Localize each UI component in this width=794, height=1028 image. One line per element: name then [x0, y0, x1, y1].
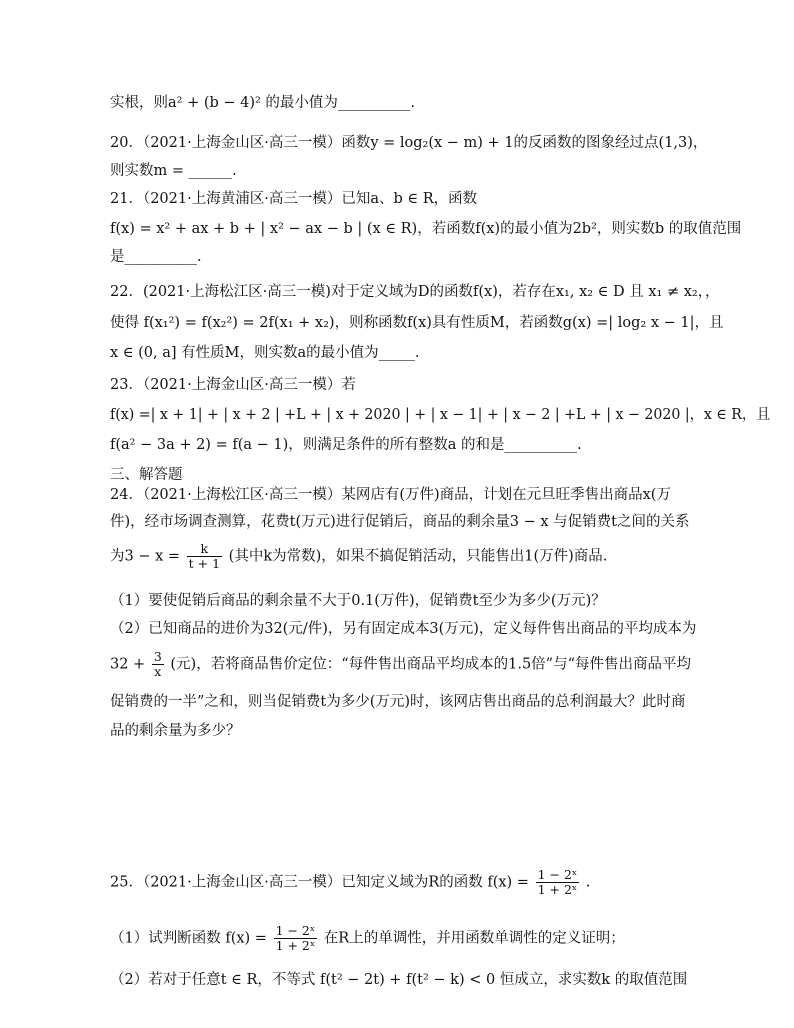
q25-fraction-denominator: 1 + 2ˣ [537, 881, 578, 897]
q24-part-2-fraction [152, 650, 164, 679]
section-heading: 三、解答题 [110, 467, 183, 483]
q22-line-2: 使得 f(x₁²) = f(x₂²) = 2f(x₁ + x₂)，则称函数f(x)具有性质M，若函数g(x) =| log₂ x − 1|，且 [110, 315, 724, 331]
q19-tail-line: 实根，则a² + (b − 4)² 的最小值为__________. [110, 95, 416, 111]
q25-line-1 [110, 868, 590, 897]
q25-part-1-fraction-numerator: 1 − 2ˣ [275, 923, 316, 938]
q25-fraction [536, 868, 580, 897]
q23-line-3: f(a² − 3a + 2) = f(a − 1)，则满足条件的所有整数a 的和是__________. [110, 437, 582, 453]
q24-fraction [187, 542, 222, 571]
q25-line-1-post: . [585, 874, 591, 891]
q24-part-2-line-3: 促销费的一半”之和，则当促销费t为多少(万元)时，该网店售出商品的总利润最大？此时商 [110, 694, 686, 710]
q25-part-2: （2）若对于任意t ∈ R，不等式 f(t² − 2t) + f(t² − k) < 0 恒成立，求实数k 的取值范围 [110, 972, 688, 988]
q24-line-3-post: (其中k为常数)，如果不搞促销活动，只能售出1(万件)商品. [228, 548, 608, 565]
q25-part-1 [110, 924, 625, 953]
q25-part-1-post: 在R上的单调性，并用函数单调性的定义证明； [323, 930, 625, 947]
q24-part-2-fraction-denominator: x [154, 663, 162, 679]
q24-part-1: （1）要使促销后商品的剩余量不大于0.1(万件)，促销费t至少为多少(万元)？ [110, 593, 606, 609]
q24-part-2-fraction-numerator: 3 [153, 649, 162, 664]
q20-line-1: 20．（2021·上海金山区·高三一模）函数y = log₂(x − m) + 1的反函数的图象经过点(1,3)， [110, 135, 708, 151]
q21-line-2: f(x) = x² + ax + b + | x² − ax − b | (x ∈ R)，若函数f(x)的最小值为2b²，则实数b 的取值范围 [110, 221, 742, 237]
q24-fraction-numerator: k [187, 542, 222, 557]
q24-part-2-line-2-post: (元)，若将商品售价定位：“每件售出商品平均成本的1.5倍”与“每件售出商品平均 [170, 656, 691, 673]
q23-line-1: 23．（2021·上海金山区·高三一模）若 [110, 377, 356, 393]
q25-part-1-fraction [274, 924, 318, 953]
q24-line-2: 件)，经市场调查测算，花费t(万元)进行促销后，商品的剩余量3 − x 与促销费t之间的关系 [110, 514, 690, 530]
q25-part-1-pre: （1）试判断函数 f(x) = [110, 930, 267, 947]
q24-fraction-denominator: t + 1 [188, 555, 221, 571]
q22-line-3: x ∈ (0, a] 有性质M，则实数a的最小值为_____. [110, 345, 420, 361]
q25-fraction-numerator: 1 − 2ˣ [537, 867, 578, 882]
q24-line-3 [110, 542, 607, 571]
q24-part-2-line-2-pre: 32 + [110, 656, 146, 673]
q22-line-1: 22．(2021·上海松江区·高三一模)对于定义域为D的函数f(x)，若存在x₁, x₂ ∈ D 且 x₁ ≠ x₂，， [110, 284, 720, 300]
q20-line-2: 则实数m = ______. [110, 163, 237, 179]
q24-part-2-line-1: （2）已知商品的进价为32(元/件)，另有固定成本3(万元)，定义每件售出商品的平均成本为 [110, 621, 697, 637]
q24-part-2-line-4: 品的剩余量为多少？ [110, 723, 241, 739]
q23-line-2: f(x) =| x + 1| + | x + 2 | +L + | x + 2020 | + | x − 1| + | x − 2 | +L + | x − 2020 |，x ∈ R，且 [110, 407, 771, 423]
q21-line-1: 21．（2021·上海黄浦区·高三一模）已知a、b ∈ R，函数 [110, 191, 478, 207]
q24-line-1: 24．（2021·上海松江区·高三一模）某网店有(万件)商品，计划在元旦旺季售出商品x(万 [110, 487, 671, 503]
q24-part-2-line-2 [110, 650, 691, 679]
q24-line-3-pre: 为3 − x = [110, 548, 181, 565]
q25-line-1-pre: 25．（2021·上海金山区·高三一模）已知定义域为R的函数 f(x) = [110, 874, 529, 891]
q21-line-3: 是__________. [110, 249, 202, 265]
q25-part-1-fraction-denominator: 1 + 2ˣ [275, 937, 316, 953]
